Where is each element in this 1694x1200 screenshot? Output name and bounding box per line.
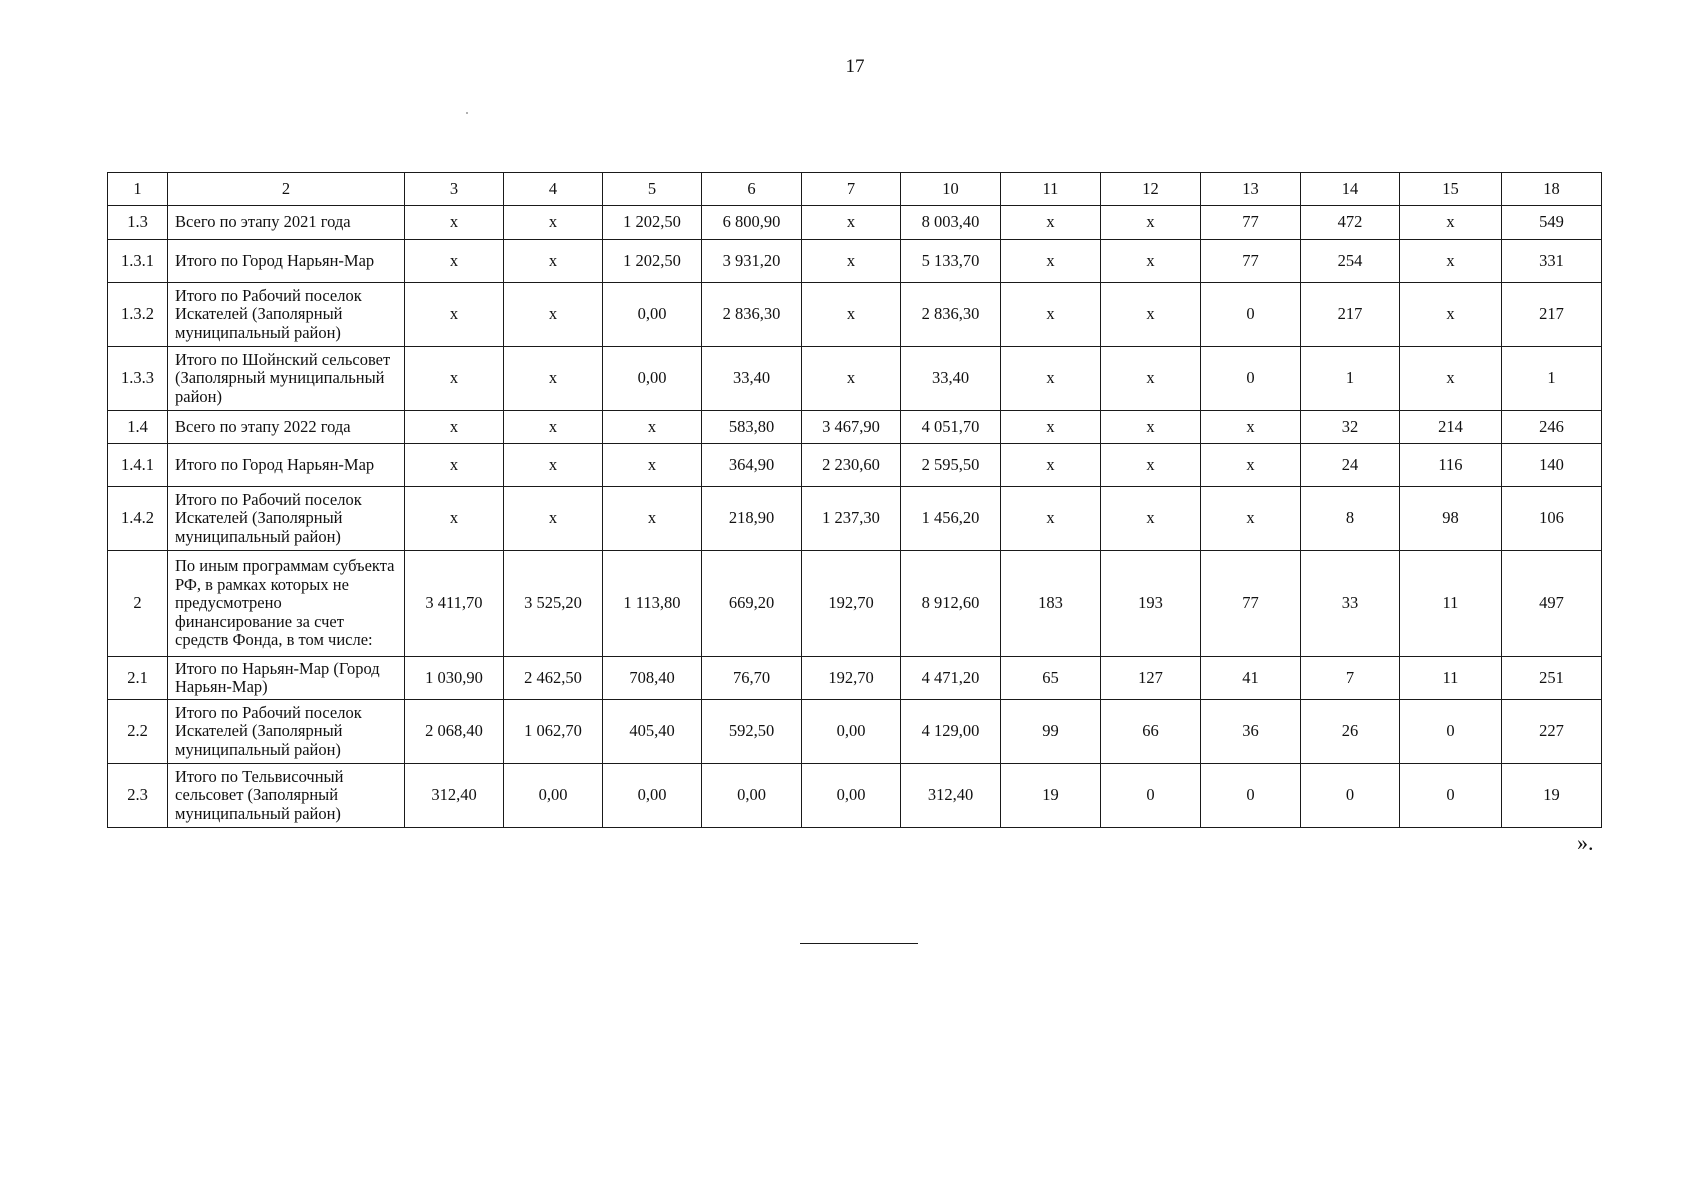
value-cell: 0,00 <box>603 764 702 828</box>
value-cell: 1 237,30 <box>802 487 901 551</box>
value-cell: 1 202,50 <box>603 206 702 240</box>
row-name-cell: Всего по этапу 2021 года <box>168 206 405 240</box>
value-cell: 405,40 <box>603 700 702 764</box>
value-cell: 549 <box>1502 206 1602 240</box>
header-cell-col-11: 11 <box>1001 173 1101 206</box>
value-cell: 1 062,70 <box>504 700 603 764</box>
header-cell-col-18: 18 <box>1502 173 1602 206</box>
value-cell: 33,40 <box>901 347 1001 411</box>
row-name-cell: По иным программам субъекта РФ, в рамках которых не предусмотрено финансирование за счет средств Фонда, в том числе: <box>168 551 405 657</box>
value-cell: 4 051,70 <box>901 411 1001 444</box>
value-cell: 708,40 <box>603 657 702 700</box>
header-cell-col-13: 13 <box>1201 173 1301 206</box>
row-number-cell: 2.1 <box>108 657 168 700</box>
value-cell: 2 836,30 <box>702 283 802 347</box>
value-cell: x <box>405 411 504 444</box>
value-cell: 127 <box>1101 657 1201 700</box>
table-row <box>108 551 1602 657</box>
value-cell: x <box>1201 444 1301 487</box>
row-name-cell: Итого по Рабочий поселок Искателей (Заполярный муниципальный район) <box>168 487 405 551</box>
row-name-cell: Всего по этапу 2022 года <box>168 411 405 444</box>
value-cell: 0 <box>1201 347 1301 411</box>
row-name-cell: Итого по Шойнский сельсовет (Заполярный муниципальный район) <box>168 347 405 411</box>
value-cell: 3 411,70 <box>405 551 504 657</box>
header-cell-col-3: 3 <box>405 173 504 206</box>
value-cell: 7 <box>1301 657 1400 700</box>
value-cell: x <box>1001 240 1101 283</box>
row-number-cell: 1.4.2 <box>108 487 168 551</box>
table-body <box>108 173 1602 828</box>
value-cell: 32 <box>1301 411 1400 444</box>
value-cell: 0,00 <box>603 347 702 411</box>
value-cell: 11 <box>1400 551 1502 657</box>
value-cell: x <box>504 283 603 347</box>
value-cell: 2 068,40 <box>405 700 504 764</box>
value-cell: x <box>1101 444 1201 487</box>
value-cell: 193 <box>1101 551 1201 657</box>
value-cell: 217 <box>1502 283 1602 347</box>
value-cell: x <box>1400 240 1502 283</box>
row-number-cell: 1.3.1 <box>108 240 168 283</box>
table-row <box>108 411 1602 444</box>
value-cell: x <box>1101 240 1201 283</box>
value-cell: 0,00 <box>504 764 603 828</box>
header-cell-col-12: 12 <box>1101 173 1201 206</box>
row-number-cell: 1.4 <box>108 411 168 444</box>
value-cell: 0 <box>1301 764 1400 828</box>
value-cell: x <box>1400 283 1502 347</box>
value-cell: 33,40 <box>702 347 802 411</box>
header-cell-col-10: 10 <box>901 173 1001 206</box>
row-number-cell: 1.3.3 <box>108 347 168 411</box>
table-row <box>108 700 1602 764</box>
page-number: 17 <box>845 56 865 77</box>
value-cell: 214 <box>1400 411 1502 444</box>
value-cell: 76,70 <box>702 657 802 700</box>
value-cell: 1 030,90 <box>405 657 504 700</box>
value-cell: 0,00 <box>802 700 901 764</box>
value-cell: 1 456,20 <box>901 487 1001 551</box>
value-cell: x <box>405 487 504 551</box>
table-row <box>108 444 1602 487</box>
row-number-cell: 1.3 <box>108 206 168 240</box>
value-cell: x <box>405 283 504 347</box>
value-cell: 1 113,80 <box>603 551 702 657</box>
value-cell: 312,40 <box>405 764 504 828</box>
value-cell: 36 <box>1201 700 1301 764</box>
value-cell: 8 <box>1301 487 1400 551</box>
header-cell-col-14: 14 <box>1301 173 1400 206</box>
table-row <box>108 657 1602 700</box>
value-cell: x <box>603 411 702 444</box>
value-cell: 11 <box>1400 657 1502 700</box>
value-cell: 669,20 <box>702 551 802 657</box>
value-cell: x <box>504 240 603 283</box>
row-number-cell: 2.3 <box>108 764 168 828</box>
header-cell-col-15: 15 <box>1400 173 1502 206</box>
value-cell: 192,70 <box>802 551 901 657</box>
value-cell: x <box>1001 283 1101 347</box>
value-cell: 98 <box>1400 487 1502 551</box>
value-cell: x <box>1101 283 1201 347</box>
value-cell: 0 <box>1201 764 1301 828</box>
value-cell: x <box>1001 347 1101 411</box>
value-cell: 4 471,20 <box>901 657 1001 700</box>
value-cell: 0,00 <box>702 764 802 828</box>
value-cell: 0 <box>1201 283 1301 347</box>
value-cell: 2 462,50 <box>504 657 603 700</box>
value-cell: 66 <box>1101 700 1201 764</box>
header-cell-col-2: 2 <box>168 173 405 206</box>
row-name-cell: Итого по Нарьян-Мар (Город Нарьян-Мар) <box>168 657 405 700</box>
value-cell: 3 525,20 <box>504 551 603 657</box>
value-cell: 1 <box>1502 347 1602 411</box>
value-cell: 33 <box>1301 551 1400 657</box>
value-cell: 331 <box>1502 240 1602 283</box>
table-row <box>108 347 1602 411</box>
value-cell: x <box>1101 487 1201 551</box>
value-cell: 8 003,40 <box>901 206 1001 240</box>
value-cell: 592,50 <box>702 700 802 764</box>
table-row <box>108 283 1602 347</box>
value-cell: 5 133,70 <box>901 240 1001 283</box>
value-cell: 0,00 <box>603 283 702 347</box>
closing-quote: ». <box>1577 830 1594 855</box>
value-cell: 217 <box>1301 283 1400 347</box>
value-cell: x <box>1400 347 1502 411</box>
value-cell: 41 <box>1201 657 1301 700</box>
value-cell: x <box>504 411 603 444</box>
value-cell: x <box>504 206 603 240</box>
scan-speck <box>466 112 468 114</box>
value-cell: x <box>1400 206 1502 240</box>
value-cell: x <box>1001 444 1101 487</box>
header-cell-col-5: 5 <box>603 173 702 206</box>
value-cell: x <box>802 240 901 283</box>
value-cell: 116 <box>1400 444 1502 487</box>
value-cell: 2 595,50 <box>901 444 1001 487</box>
header-cell-col-6: 6 <box>702 173 802 206</box>
value-cell: 246 <box>1502 411 1602 444</box>
value-cell: 24 <box>1301 444 1400 487</box>
value-cell: 312,40 <box>901 764 1001 828</box>
value-cell: x <box>603 444 702 487</box>
row-name-cell: Итого по Город Нарьян-Мар <box>168 240 405 283</box>
value-cell: 192,70 <box>802 657 901 700</box>
row-name-cell: Итого по Рабочий поселок Искателей (Заполярный муниципальный район) <box>168 283 405 347</box>
value-cell: x <box>504 347 603 411</box>
data-table <box>107 172 1602 828</box>
value-cell: 2 836,30 <box>901 283 1001 347</box>
header-cell-col-7: 7 <box>802 173 901 206</box>
value-cell: 8 912,60 <box>901 551 1001 657</box>
value-cell: 77 <box>1201 240 1301 283</box>
header-cell-col-1: 1 <box>108 173 168 206</box>
value-cell: x <box>504 444 603 487</box>
value-cell: 19 <box>1502 764 1602 828</box>
value-cell: x <box>405 240 504 283</box>
value-cell: 497 <box>1502 551 1602 657</box>
value-cell: 26 <box>1301 700 1400 764</box>
value-cell: 0 <box>1101 764 1201 828</box>
value-cell: 0,00 <box>802 764 901 828</box>
value-cell: 218,90 <box>702 487 802 551</box>
value-cell: 251 <box>1502 657 1602 700</box>
row-number-cell: 2.2 <box>108 700 168 764</box>
value-cell: x <box>504 487 603 551</box>
row-name-cell: Итого по Рабочий поселок Искателей (Заполярный муниципальный район) <box>168 700 405 764</box>
row-number-cell: 1.3.2 <box>108 283 168 347</box>
value-cell: x <box>802 283 901 347</box>
row-name-cell: Итого по Город Нарьян-Мар <box>168 444 405 487</box>
footer-divider <box>800 943 918 944</box>
value-cell: 254 <box>1301 240 1400 283</box>
value-cell: x <box>1001 487 1101 551</box>
value-cell: 6 800,90 <box>702 206 802 240</box>
value-cell: 227 <box>1502 700 1602 764</box>
value-cell: 4 129,00 <box>901 700 1001 764</box>
value-cell: x <box>1201 411 1301 444</box>
value-cell: 3 467,90 <box>802 411 901 444</box>
value-cell: x <box>802 206 901 240</box>
table-header-row <box>108 173 1602 206</box>
value-cell: 364,90 <box>702 444 802 487</box>
value-cell: x <box>1001 206 1101 240</box>
value-cell: 65 <box>1001 657 1101 700</box>
value-cell: 1 <box>1301 347 1400 411</box>
value-cell: 77 <box>1201 206 1301 240</box>
table-row <box>108 206 1602 240</box>
value-cell: 1 202,50 <box>603 240 702 283</box>
value-cell: 0 <box>1400 764 1502 828</box>
value-cell: 99 <box>1001 700 1101 764</box>
value-cell: x <box>1001 411 1101 444</box>
value-cell: x <box>405 444 504 487</box>
value-cell: 106 <box>1502 487 1602 551</box>
value-cell: x <box>405 347 504 411</box>
value-cell: 583,80 <box>702 411 802 444</box>
value-cell: x <box>1201 487 1301 551</box>
value-cell: 0 <box>1400 700 1502 764</box>
value-cell: x <box>1101 411 1201 444</box>
value-cell: 183 <box>1001 551 1101 657</box>
value-cell: x <box>405 206 504 240</box>
row-number-cell: 1.4.1 <box>108 444 168 487</box>
value-cell: 19 <box>1001 764 1101 828</box>
value-cell: 77 <box>1201 551 1301 657</box>
value-cell: x <box>1101 206 1201 240</box>
value-cell: x <box>802 347 901 411</box>
row-name-cell: Итого по Тельвисочный сельсовет (Заполярный муниципальный район) <box>168 764 405 828</box>
table-row <box>108 487 1602 551</box>
value-cell: 2 230,60 <box>802 444 901 487</box>
header-cell-col-4: 4 <box>504 173 603 206</box>
table-row <box>108 240 1602 283</box>
value-cell: 140 <box>1502 444 1602 487</box>
table-row <box>108 764 1602 828</box>
value-cell: x <box>603 487 702 551</box>
value-cell: 472 <box>1301 206 1400 240</box>
value-cell: x <box>1101 347 1201 411</box>
value-cell: 3 931,20 <box>702 240 802 283</box>
row-number-cell: 2 <box>108 551 168 657</box>
